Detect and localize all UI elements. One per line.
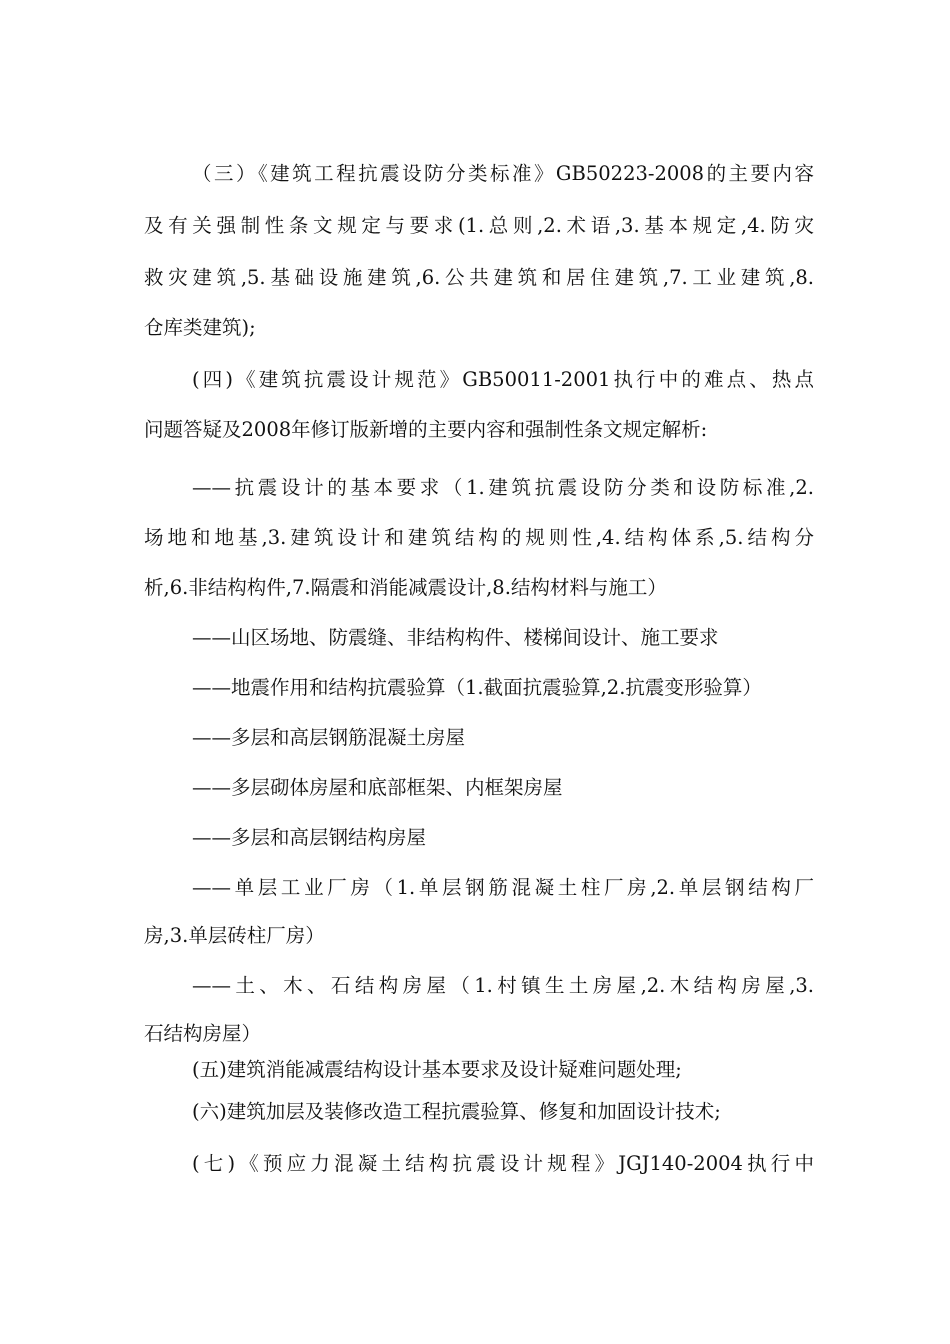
paragraph-3-line-4: 仓库类建筑); (144, 316, 256, 339)
paragraph-4-line-1: (四)《建筑抗震设计规范》GB50011-2001执行中的难点、热点 (192, 368, 814, 391)
list-item-earth-wood-stone-line-2: 石结构房屋） (144, 1022, 262, 1045)
list-item-earth-wood-stone-line-1: ——土、木、石结构房屋（1.村镇生土房屋,2.木结构房屋,3. (192, 974, 814, 997)
list-item-industrial-plant-line-1: ——单层工业厂房（1.单层钢筋混凝土柱厂房,2.单层钢结构厂 (192, 876, 814, 899)
list-item-industrial-plant-line-2: 房,3.单层砖柱厂房） (144, 924, 325, 947)
list-item-basic-requirements-line-2: 场地和地基,3.建筑设计和建筑结构的规则性,4.结构体系,5.结构分 (144, 526, 814, 549)
list-item-rc-buildings: ——多层和高层钢筋混凝土房屋 (192, 726, 466, 749)
paragraph-3-line-3: 救灾建筑,5.基础设施建筑,6.公共建筑和居住建筑,7.工业建筑,8. (144, 266, 814, 289)
list-item-mountain-site: ——山区场地、防震缝、非结构构件、楼梯间设计、施工要求 (192, 626, 719, 649)
paragraph-4-line-2: 问题答疑及2008年修订版新增的主要内容和强制性条文规定解析: (144, 418, 708, 441)
paragraph-6: (六)建筑加层及装修改造工程抗震验算、修复和加固设计技术; (192, 1100, 721, 1123)
paragraph-3-line-2: 及有关强制性条文规定与要求(1.总则,2.术语,3.基本规定,4.防灾 (144, 214, 814, 237)
paragraph-7-line-1: (七)《预应力混凝土结构抗震设计规程》JGJ140-2004执行中 (192, 1152, 814, 1175)
list-item-steel-buildings: ——多层和高层钢结构房屋 (192, 826, 427, 849)
list-item-seismic-action: ——地震作用和结构抗震验算（1.截面抗震验算,2.抗震变形验算） (192, 676, 762, 699)
paragraph-3-line-1: （三）《建筑工程抗震设防分类标准》GB50223-2008的主要内容 (192, 162, 814, 185)
list-item-basic-requirements-line-1: ——抗震设计的基本要求（1.建筑抗震设防分类和设防标准,2. (192, 476, 814, 499)
paragraph-5: (五)建筑消能减震结构设计基本要求及设计疑难问题处理; (192, 1058, 682, 1081)
list-item-basic-requirements-line-3: 析,6.非结构构件,7.隔震和消能减震设计,8.结构材料与施工） (144, 576, 667, 599)
list-item-masonry-buildings: ——多层砌体房屋和底部框架、内框架房屋 (192, 776, 563, 799)
